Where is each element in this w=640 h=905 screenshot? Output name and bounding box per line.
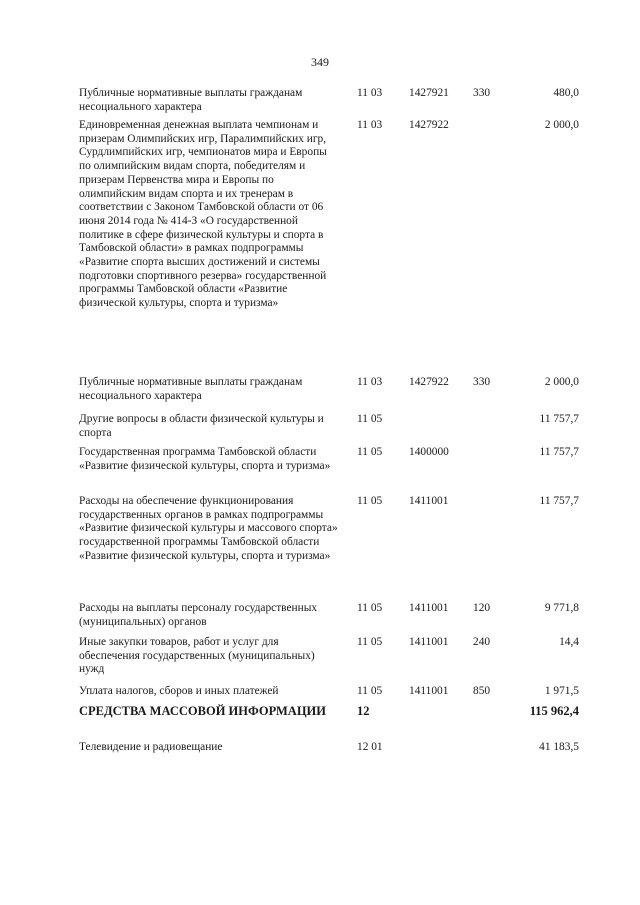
row-name: Иные закупки товаров, работ и услуг для обеспечения государственных (муниципальных) нужд bbox=[79, 636, 315, 676]
row-section: 12 bbox=[357, 704, 370, 718]
page-number: 349 bbox=[311, 55, 329, 69]
row-name: Уплата налогов, сборов и иных платежей bbox=[79, 685, 279, 697]
row-section: 11 05 bbox=[357, 413, 383, 425]
row-amount: 480,0 bbox=[553, 87, 579, 99]
row-vr: 330 bbox=[473, 87, 491, 99]
row-amount: 2 000,0 bbox=[544, 376, 579, 388]
row-name: СРЕДСТВА МАССОВОЙ ИНФОРМАЦИИ bbox=[79, 704, 327, 718]
row-vr: 240 bbox=[473, 636, 491, 648]
row-name: Публичные нормативные выплаты гражданам несоциального характера bbox=[79, 376, 303, 402]
row-vr: 120 bbox=[473, 602, 491, 614]
row-section: 12 01 bbox=[357, 741, 383, 753]
row-name: Расходы на выплаты персоналу государственных (муниципальных) органов bbox=[79, 602, 318, 628]
row-amount: 14,4 bbox=[559, 636, 579, 648]
row-name: Расходы на обеспечение функционирования государственных органов в рамках подпрограммы «Развитие физической культуры и массового спорта» государственной программы Тамбовской области «Развитие физической культуры, спорта и туризма» bbox=[79, 495, 338, 562]
row-amount: 1 971,5 bbox=[544, 685, 579, 697]
row-section: 11 03 bbox=[357, 87, 383, 99]
row-section: 11 05 bbox=[357, 602, 383, 614]
row-target: 1411001 bbox=[409, 495, 449, 507]
row-amount: 2 000,0 bbox=[544, 119, 579, 131]
row-amount: 11 757,7 bbox=[539, 413, 579, 425]
row-section: 11 03 bbox=[357, 376, 383, 388]
row-name: Другие вопросы в области физической культуры и спорта bbox=[79, 413, 324, 439]
row-section: 11 05 bbox=[357, 446, 383, 458]
row-name: Публичные нормативные выплаты гражданам несоциального характера bbox=[79, 87, 303, 113]
row-amount: 41 183,5 bbox=[539, 741, 579, 753]
row-amount: 11 757,7 bbox=[539, 495, 579, 507]
row-target: 1427921 bbox=[409, 87, 449, 99]
row-target: 1411001 bbox=[409, 602, 449, 614]
row-amount: 11 757,7 bbox=[539, 446, 579, 458]
row-target: 1411001 bbox=[409, 685, 449, 697]
row-vr: 330 bbox=[473, 376, 491, 388]
row-target: 1427922 bbox=[409, 376, 449, 388]
row-target: 1400000 bbox=[409, 446, 449, 458]
row-amount: 9 771,8 bbox=[544, 602, 579, 614]
row-target: 1411001 bbox=[409, 636, 449, 648]
row-name: Государственная программа Тамбовской области «Развитие физической культуры, спорта и туризма» bbox=[79, 446, 331, 472]
row-section: 11 05 bbox=[357, 495, 383, 507]
row-section: 11 03 bbox=[357, 119, 383, 131]
row-name: Телевидение и радиовещание bbox=[79, 741, 223, 753]
row-section: 11 05 bbox=[357, 685, 383, 697]
row-name: Единовременная денежная выплата чемпионам и призерам Олимпийских игр, Паралимпийских игр, Сурдлимпийских игр, чемпионатов мира и Европы по олимпийским видам спорта, победителям и призерам Первенства мира и Европы по олимпийским видам спорта и их тренерам в соответствии с Законом Тамбовской области от 06 июня 2014 года № 414-З «О государственной политике в сфере физической культуры и спорта в Тамбовской области» в рамках подпрограммы «Развитие спорта высших достижений и системы подготовки спортивного резерва» государственной программы Тамбовской области «Развитие физической культуры, спорта и туризма» bbox=[79, 119, 327, 310]
row-vr: 850 bbox=[473, 685, 491, 697]
row-target: 1427922 bbox=[409, 119, 449, 131]
row-amount: 115 962,4 bbox=[529, 704, 579, 718]
row-section: 11 05 bbox=[357, 636, 383, 648]
